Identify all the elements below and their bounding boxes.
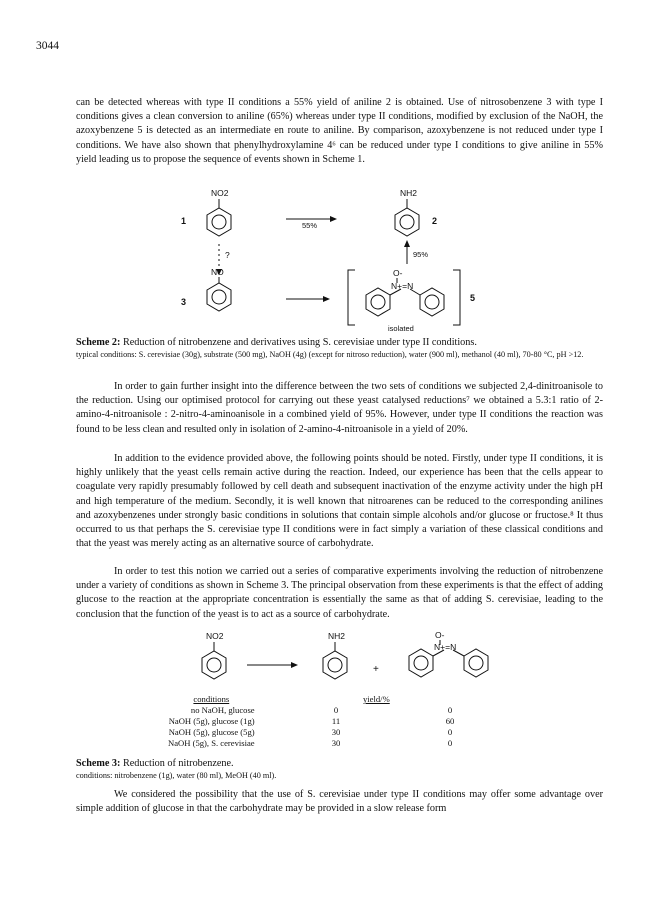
isolated-label: isolated <box>388 324 414 333</box>
aniline-yield-column <box>326 705 346 749</box>
azoxy-yield: 0 <box>447 738 453 748</box>
aniline-yield: 30 <box>331 738 341 748</box>
label-o-minus: O- <box>393 268 403 278</box>
conditions-header: conditions <box>193 694 230 704</box>
scheme-3-title: Scheme 3: <box>76 758 121 769</box>
scheme-2-title: Scheme 2: <box>76 337 121 348</box>
scheme-3-azoxy-n: N+=N <box>434 642 457 652</box>
yield-header: yield/% <box>363 694 390 704</box>
scheme-3-caption <box>76 757 603 771</box>
scheme-2-conditions: typical conditions: S. cerevisiae (30g), substrate (500 mg), NaOH (4g) (except for nitroso reduction), water (900 ml), methanol (40 ml), 70-80 °C, pH >12. <box>76 350 584 359</box>
scheme-3-o-minus: O- <box>435 630 445 640</box>
compound-1-number: 1 <box>181 216 187 226</box>
aniline-yield: 11 <box>331 716 341 726</box>
azoxy-yield: 0 <box>447 705 453 715</box>
paragraph-3: In addition to the evidence provided above, the following points should be noted. Firstly, under type II conditions, it is highly unlikely that the yeast cells remain active during the reaction. Indeed, our experience has been that the cells appear to coagulate very rapidly presumably followed by cell death and subsequent inactivation of the enzyme activity under the high pH and high temperature of the medium. Secondly, it is well known that nitroarenes can be reduced to the corresponding anilines and azoxybenzenes under strongly basic conditions in solutions that contain simple alcohols and/or glucose or fructose.⁸ It thus occurred to us that perhaps the S. cerevisiae type II conditions were in fact simply a variation of these classical conditions and that the yeast was merely acting as an alternative source of carbohydrate. <box>76 453 603 550</box>
scheme-3-text: Reduction of nitrobenzene. <box>122 758 234 769</box>
azoxy-yield: 0 <box>447 727 453 737</box>
yield-55-label: 55% <box>302 221 318 230</box>
scheme-3-no2: NO2 <box>206 631 224 641</box>
aniline-yield: 30 <box>331 727 341 737</box>
compound-3-number: 3 <box>181 297 187 307</box>
paragraph-4: In order to test this notion we carried out a series of comparative experiments involving the reduction of nitrobenzene under a variety of conditions as shown in Scheme 3. The principal observation from these experiments is that the effect of adding glucose to the reaction at the appropriate concentration is essentially the same as that of adding S. cerevisiae, leading to the conclusion that the function of the yeast is to act as a source of carbohydrate. <box>76 566 603 620</box>
compound-2-number: 2 <box>432 216 438 226</box>
table-row-condition: no NaOH, glucose <box>190 705 255 715</box>
table-row-condition: NaOH (5g), S. cerevisiae <box>168 738 255 748</box>
label-no2: NO2 <box>211 188 229 198</box>
azoxy-yield: 60 <box>445 716 455 726</box>
aniline-yield: 0 <box>333 705 339 715</box>
scheme-3-nh2: NH2 <box>328 631 346 641</box>
label-azoxy-n: N+=N <box>391 281 414 291</box>
paragraph-2: In order to gain further insight into the difference between the two sets of conditions we subjected 2,4-dinitroanisole to the reduction. Using our optimised protocol for carrying out these yeast catalysed reductions⁷ we obtained a 5.3:1 ratio of 2-amino-4-nitroanisole : 2-nitro-4-aminoanisole in a combined yield of 95%. However, under type II conditions the reaction was found to be less clean and resulted only in isolation of 2-amino-4-nitroanisole in a yield of 20%. <box>76 381 603 435</box>
label-no: NO <box>211 267 224 277</box>
azoxy-yield-column <box>440 705 460 749</box>
yield-95-label: 95% <box>413 250 429 259</box>
conditions-column <box>168 694 255 749</box>
scheme-3-conditions: conditions: nitrobenzene (1g), water (80 ml), MeOH (40 ml). <box>76 771 277 780</box>
compound-5-number: 5 <box>470 293 476 303</box>
plus-sign: + <box>373 664 379 675</box>
page-number: 3044 <box>36 40 59 52</box>
table-row-condition: NaOH (5g), glucose (5g) <box>168 727 255 737</box>
paragraph-5: We considered the possibility that the use of S. cerevisiae under type II conditions may offer some advantage over simple addition of glucose in that the carbohydrate may be provided in a slow release form <box>76 789 603 815</box>
question-mark: ? <box>225 250 230 260</box>
label-nh2: NH2 <box>400 188 418 198</box>
table-row-condition: NaOH (5g), glucose (1g) <box>168 716 255 726</box>
scheme-2-text: Reduction of nitrobenzene and derivatives using S. cerevisiae under type II conditions. <box>122 337 477 348</box>
paragraph-1: can be detected whereas with type II conditions a 55% yield of aniline 2 is obtained. Use of nitrosobenzene 3 with type I conditions gives a clean conversion to aniline (65%) whereas under type II conditions, modified by exclusion of the NaOH, the azoxybenzene 5 is detected as an intermediate en route to aniline. By comparison, azoxybenzene is not reduced under type I conditions. We have also shown that phenylhydroxylamine 4⁶ can be reduced under type I conditions to give aniline in 55% yield leading us to propose the sequence of events shown in Scheme 1. <box>76 97 603 165</box>
